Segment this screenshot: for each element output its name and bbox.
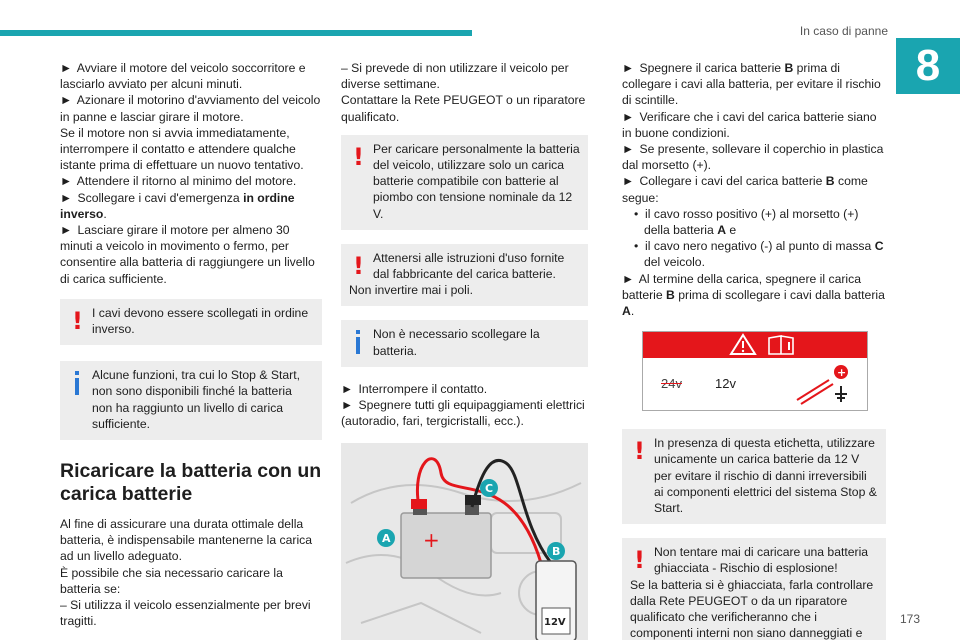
warning-icon: ! [353, 251, 364, 280]
instruction-line: Se il motore non si avvia immediatamente, interrompere il contatto e attendere qualche istante prima di effettuare un nuovo tentativo. [60, 125, 304, 173]
paragraph: – Si prevede di non utilizzare il veicolo per diverse settimane. [341, 61, 569, 92]
voltage-24v-crossed: 24v [661, 376, 682, 392]
paragraph: È possibile che sia necessario caricare la batteria se: [60, 565, 283, 596]
info-box: Non è necessario scollegare la batteria. [341, 320, 588, 366]
instruction-line: ► Scollegare i cavi d'emergenza in ordine inverso. [60, 190, 295, 221]
warning-box: ! In presenza di questa etichetta, utilizzare unicamente un carica batterie da 12 V per evitare il rischio di danni irreversibili ai componenti elettrici del sistema Stop & Start. [622, 429, 886, 524]
instruction-line: ► Avviare il motore del veicolo soccorritore e lasciarlo avviato per alcuni minuti. [60, 61, 306, 92]
header-accent-bar [0, 30, 472, 36]
stop-start-battery-label [642, 331, 868, 411]
instruction-line: ► Spegnere tutti gli equipaggiamenti elettrici (autoradio, fari, tergicristalli, ecc.). [341, 398, 585, 429]
callout-c: C [485, 482, 494, 496]
arrow-icon: ► [60, 93, 73, 108]
section-title: In caso di panne [799, 24, 888, 38]
instruction-line: ► Attendere il ritorno al minimo del motore. [60, 174, 297, 189]
arrow-icon: ► [622, 174, 635, 189]
voltage-12v: 12v [715, 376, 736, 392]
label-voltage-area [643, 358, 867, 410]
paragraph: – Si utilizza il veicolo essenzialmente per brevi tragitti. [60, 598, 311, 629]
svg-text:+: + [423, 528, 440, 553]
instruction-line: ► Azionare il motorino d'avviamento del veicolo in panne e lasciar girare il motore. [60, 93, 321, 124]
sub-bullet: • il cavo nero negativo (-) al punto di massa C del veicolo. [634, 239, 884, 270]
warning-manual-icons [643, 332, 869, 358]
warning-icon: ! [353, 142, 364, 171]
chapter-number: 8 [915, 41, 941, 90]
instruction-line: ► Interrompere il contatto. [341, 381, 488, 396]
info-box: Alcune funzioni, tra cui lo Stop & Start, non sono disponibili finché la batteria non ha raggiunto un livello di carica sufficiente. [60, 361, 322, 440]
warning-box: ! Per caricare personalmente la batteria del veicolo, utilizzare solo un carica batterie compatibile con batterie al piombo con tensione nominale da 12 V. [341, 135, 588, 230]
arrow-icon: ► [622, 109, 635, 124]
arrow-icon: ► [60, 190, 73, 205]
paragraph: Al fine di assicurare una durata ottimale della batteria, è indispensabile mantenerne la carica ad un livello adeguato. [60, 517, 313, 564]
section-heading: Ricaricare la batteria con un carica batterie [60, 460, 322, 506]
arrow-icon: ► [622, 142, 635, 157]
warning-box: ! Non tentare mai di caricare una batteria ghiacciata - Rischio di esplosione! Se la batteria si è ghiacciata, farla controllare dalla Rete PEUGEOT o da un riparatore qualificato che verificheranno che i componenti interni non siano danneggiati e [622, 538, 886, 640]
instruction-line: ► Lasciare girare il motore per almeno 30 minuti a veicolo in movimento o fermo, per consentire alla batteria di raggiungere un livello di carica sufficiente. [60, 223, 315, 286]
arrow-icon: ► [60, 174, 73, 189]
info-icon [72, 371, 82, 395]
paragraph: Contattare la Rete PEUGEOT o un riparatore qualificato. [341, 93, 586, 124]
warning-icon: ! [634, 437, 645, 466]
warning-icon: ! [72, 306, 83, 335]
page-number: 173 [900, 612, 921, 626]
column-2 [341, 60, 588, 640]
column-1 [60, 60, 322, 629]
arrow-icon: ► [341, 398, 354, 413]
arrow-icon: ► [622, 271, 635, 286]
label-warning-strip [643, 332, 867, 358]
engine-bay-drawing [341, 443, 588, 640]
warning-box: ! Attenersi alle istruzioni d'uso fornite dal fabbricante del carica batterie. Non invertire mai i poli. [341, 244, 588, 307]
callout-b: B [552, 545, 561, 559]
column-3 [622, 60, 886, 640]
callout-a: A [382, 532, 391, 546]
sub-bullet: • il cavo rosso positivo (+) al morsetto (+) della batteria A e [634, 206, 859, 238]
svg-text:+: + [837, 366, 847, 380]
instruction-line: ► Collegare i cavi del carica batterie B come segue: [622, 174, 868, 205]
instruction-line: ► Spegnere il carica batterie B prima di collegare i cavi alla batteria, per evitare il rischio di scintille. [622, 61, 881, 108]
instruction-line: ► Verificare che i cavi del carica batterie siano in buone condizioni. [622, 109, 877, 140]
charger-plug-icon [793, 362, 863, 406]
info-icon [353, 330, 363, 354]
warning-icon: ! [634, 546, 645, 575]
arrow-icon: ► [341, 381, 354, 396]
arrow-icon: ► [60, 61, 73, 75]
instruction-line: ► Al termine della carica, spegnere il carica batterie B prima di scollegare i cavi dalla batteria A. [622, 271, 885, 319]
instruction-line: ► Se presente, sollevare il coperchio in plastica dal morsetto (+). [622, 142, 884, 173]
charger-voltage-label: 12V [544, 617, 566, 629]
warning-box: ! I cavi devono essere scollegati in ordine inverso. [60, 299, 322, 345]
arrow-icon: ► [60, 223, 73, 238]
battery-charging-illustration [341, 443, 588, 640]
arrow-icon: ► [622, 61, 635, 75]
